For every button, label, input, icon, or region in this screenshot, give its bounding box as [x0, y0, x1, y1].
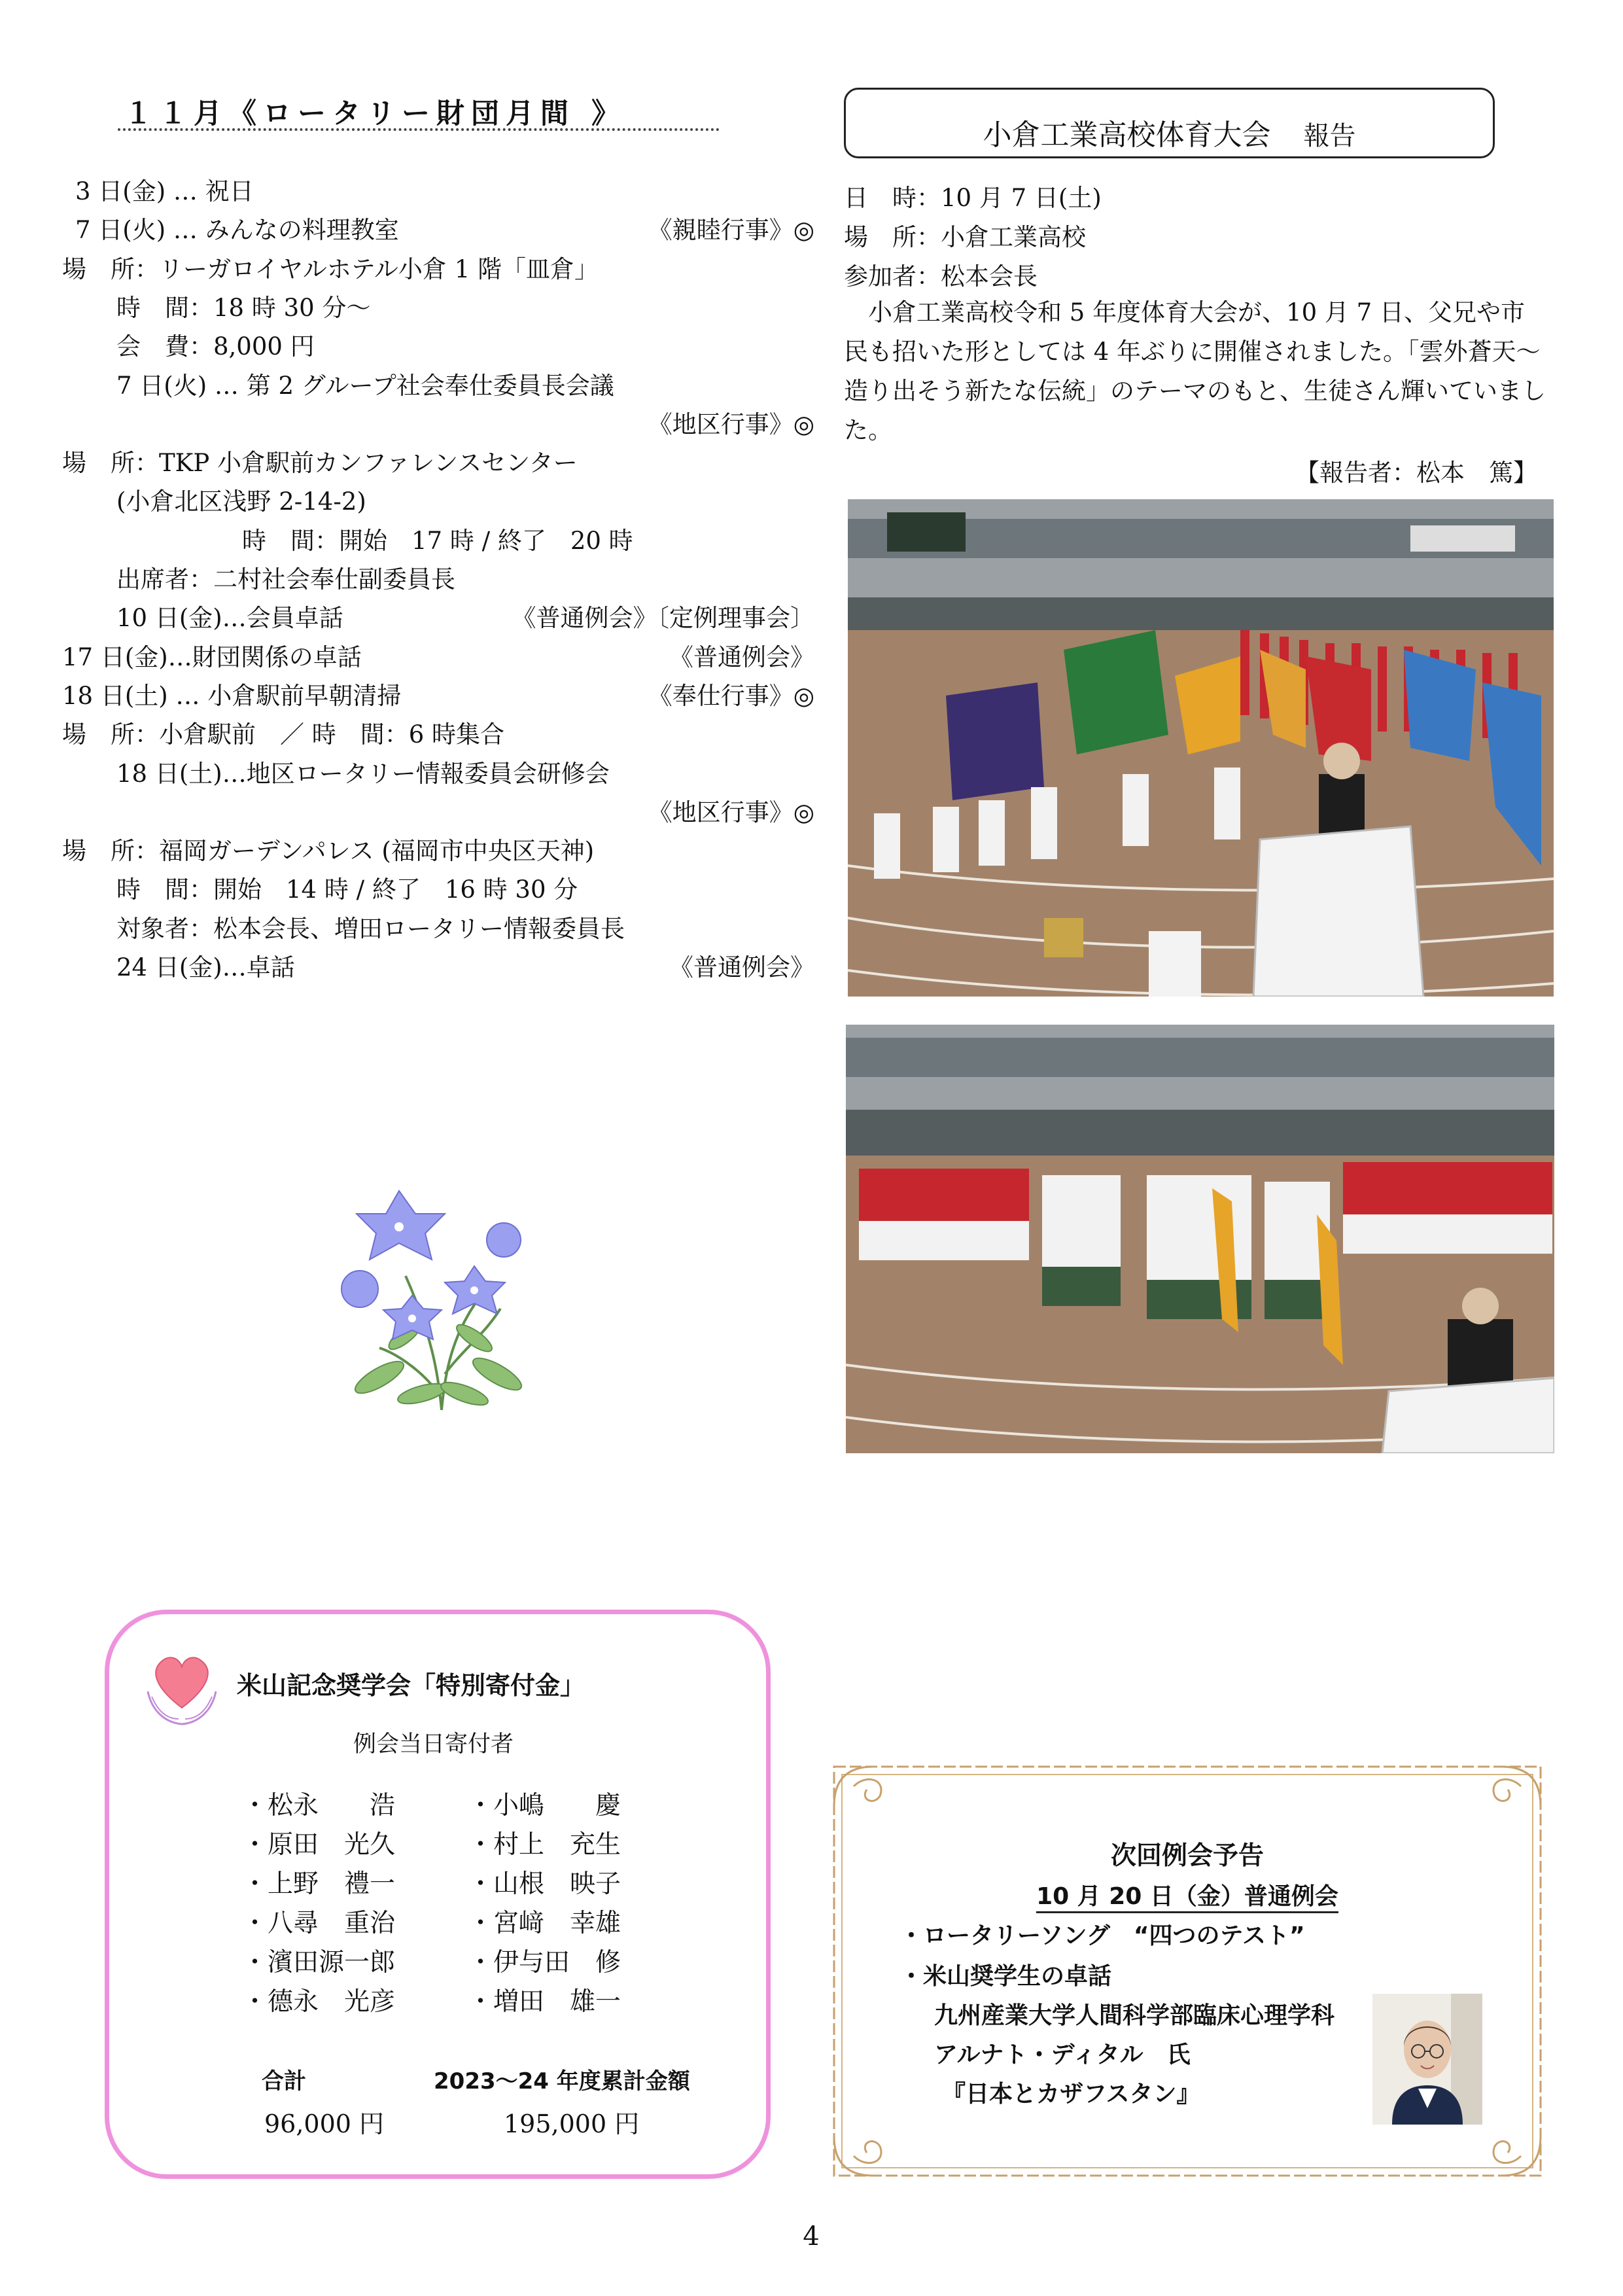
donor-name: ・山根 映子 [468, 1869, 621, 1899]
schedule-line [62, 521, 814, 554]
schedule-line [62, 947, 814, 980]
report-date: 日 時：10 月 7 日(土) [844, 184, 1102, 212]
schedule-line [62, 831, 814, 864]
schedule-category: 《普通例会》〔定例理事会〕 [512, 604, 814, 633]
donor-name: ・小嶋 慶 [468, 1791, 621, 1820]
report-title-text: 小倉工業高校体育大会 [983, 118, 1271, 152]
speaker-name: アルナト・ディタル 氏 [934, 2041, 1191, 2068]
schedule-text: 対象者：松本会長、増田ロータリー情報委員長 [116, 914, 625, 943]
schedule-text: 24 日(金)…卓話 [116, 953, 295, 981]
notice-title: 次回例会予告 [1110, 1841, 1264, 1871]
cumulative-label: 2023～24 年度累計金額 [434, 2068, 690, 2094]
schedule-line [62, 637, 814, 670]
schedule-category: 《地区行事》◎ [648, 798, 814, 826]
title-underline [118, 128, 720, 131]
donor-name: ・村上 充生 [468, 1830, 621, 1860]
schedule-text: 時 間：18 時 30 分～ [116, 293, 371, 322]
reporter: 【報告者：松本 篤】 [1295, 459, 1537, 487]
schedule-text: 時 間：開始 14 時 / 終了 16 時 30 分 [116, 875, 578, 904]
page-number: 4 [803, 2221, 820, 2252]
donor-name: ・德永 光彦 [242, 1987, 396, 2017]
notice-item-song: ・ロータリーソング “四つのテスト” [899, 1922, 1305, 1949]
speaker-affiliation: 九州産業大学人間科学部臨床心理学科 [934, 2002, 1335, 2029]
total-label: 合計 [262, 2068, 306, 2094]
schedule-text: 17 日(金)…財団関係の卓話 [62, 643, 362, 671]
schedule-text: 会 費：8,000 円 [116, 332, 315, 361]
schedule-text: 7 日(火) … みんなの料理教室 [75, 216, 399, 245]
schedule-line [62, 288, 814, 321]
report-title [844, 111, 1495, 153]
schedule-text: 7 日(火) … 第 2 グループ社会奉仕委員長会議 [116, 371, 614, 400]
schedule-text: 場 所：福岡ガーデンパレス (福岡市中央区天神) [62, 837, 595, 866]
report-body: 小倉工業高校令和 5 年度体育大会が、10 月 7 日、父兄や市民も招いた形としては 4 年ぶりに開催されました。「雲外蒼天～造り出そう新たな伝統」のテーマのもと、生徒さん輝いていました。 [844, 298, 1546, 444]
donor-name: ・上野 禮一 [242, 1869, 396, 1899]
notice-item-talk: ・米山奨学生の卓話 [899, 1963, 1112, 1990]
schedule-category: 《親睦行事》◎ [648, 216, 814, 245]
schedule-category: 《奉仕行事》◎ [648, 681, 814, 710]
donor-name: ・松永 浩 [242, 1791, 396, 1820]
schedule-line [62, 676, 814, 709]
schedule-category: 《普通例会》 [669, 953, 814, 981]
schedule-line [62, 210, 814, 243]
donation-title: 米山記念奨学会「特別寄付金」 [237, 1671, 585, 1700]
cumulative-value: 195,000 円 [504, 2110, 640, 2138]
sports-day-photo-flags [848, 499, 1554, 997]
schedule-text: 18 日(土)…地区ロータリー情報委員会研修会 [116, 759, 610, 788]
schedule-text: 3 日(金) … 祝日 [75, 177, 254, 205]
schedule-text: 10 日(金)…会員卓話 [116, 604, 343, 633]
notice-date [828, 1878, 1547, 1911]
schedule-line [62, 870, 814, 902]
schedule-line [62, 249, 814, 282]
talk-topic: 『日本とカザフスタン』 [942, 2081, 1200, 2108]
donor-name: ・宮﨑 幸雄 [468, 1909, 621, 1938]
schedule-line [62, 404, 814, 437]
schedule-text: 時 間：開始 17 時 / 終了 20 時 [242, 526, 633, 555]
schedule-text: 出席者：二村社会奉仕副委員長 [116, 565, 455, 593]
schedule-text: 場 所：TKP 小倉駅前カンファレンスセンター [62, 449, 578, 478]
schedule-text: 18 日(土) … 小倉駅前早朝清掃 [62, 681, 402, 710]
schedule-line [62, 754, 814, 786]
report-title-suffix: 報告 [1303, 121, 1356, 151]
schedule-line [62, 443, 814, 476]
schedule-line [62, 715, 814, 747]
november-title: １１月《ロータリー財団月間 》 [124, 97, 626, 130]
donor-name: ・八尋 重治 [242, 1909, 396, 1938]
schedule-category: 《地区行事》◎ [648, 410, 814, 438]
donor-name: ・増田 雄一 [468, 1987, 621, 2017]
schedule-text: 場 所：リーガロイヤルホテル小倉 1 階「皿倉」 [62, 255, 599, 283]
heart-hands-icon [143, 1646, 221, 1731]
schedule-line [62, 598, 814, 631]
schedule-line [62, 366, 814, 398]
schedule-line [62, 171, 814, 204]
schedule-line [62, 792, 814, 825]
schedule-line [62, 559, 814, 592]
donor-name: ・濱田源一郎 [242, 1948, 396, 1977]
donor-name: ・伊与田 修 [468, 1948, 621, 1977]
schedule-line [62, 482, 814, 514]
sports-day-photo-lineup [846, 1025, 1554, 1453]
speaker-portrait [1372, 1994, 1482, 2125]
total-value: 96,000 円 [264, 2110, 385, 2138]
schedule-text: 場 所：小倉駅前 ／ 時 間：6 時集合 [62, 720, 505, 749]
schedule-text: (小倉北区浅野 2-14-2) [116, 487, 366, 516]
schedule-category: 《普通例会》 [669, 643, 814, 671]
report-place: 場 所：小倉工業高校 [844, 223, 1086, 251]
report-attendees: 参加者：松本会長 [844, 262, 1038, 291]
bellflower-illustration [334, 1178, 550, 1413]
schedule-line [62, 909, 814, 942]
donation-subtitle: 例会当日寄付者 [353, 1731, 514, 1757]
notice-date-text: 10 月 20 日（金）普通例会 [1036, 1883, 1338, 1913]
donor-name: ・原田 光久 [242, 1830, 396, 1860]
schedule-line [62, 327, 814, 359]
